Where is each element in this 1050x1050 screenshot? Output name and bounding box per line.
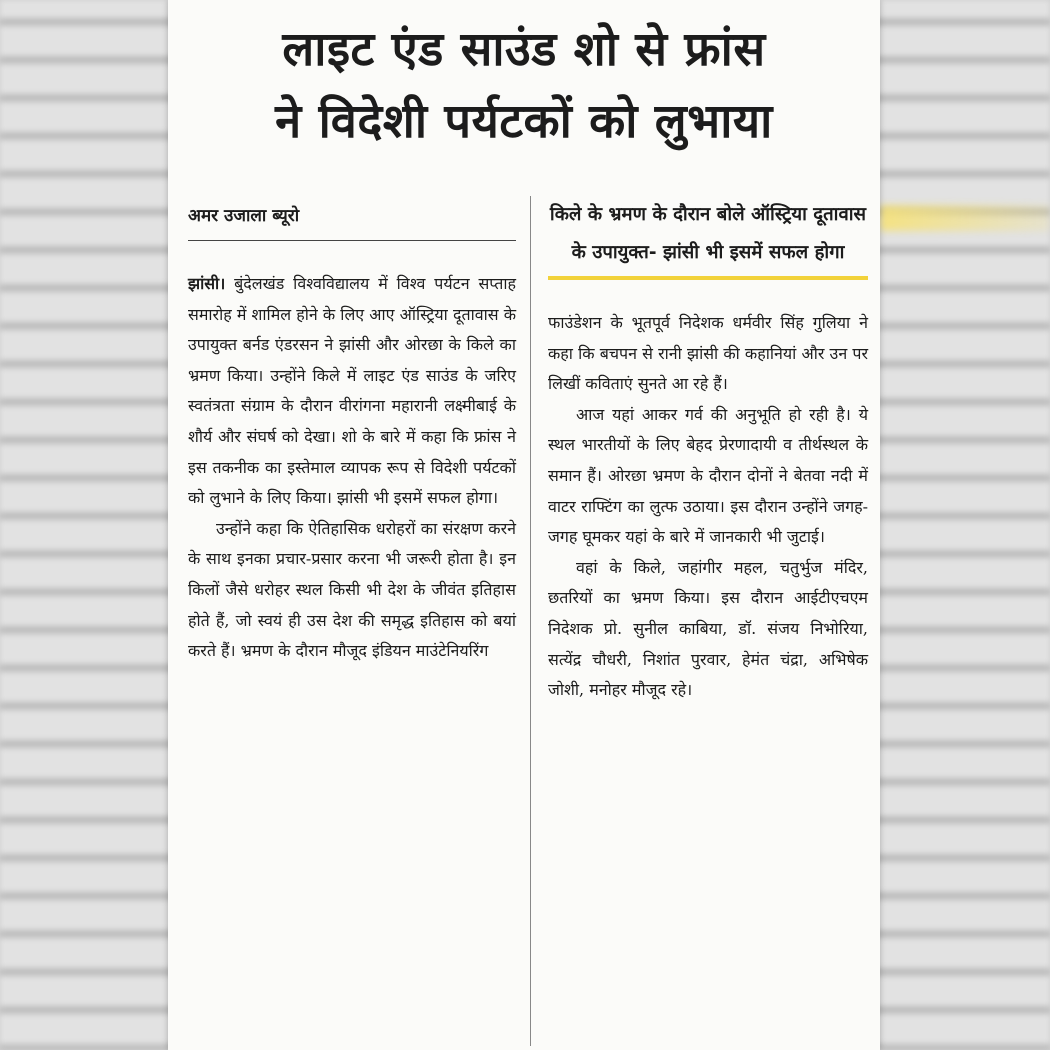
dateline: झांसी। [188, 274, 226, 293]
paragraph: वहां के किले, जहांगीर महल, चतुर्भुज मंदिर, छतरियों का भ्रमण किया। इस दौरान आईटीएचएम निदेशक प्रो. सुनील काबिया, डॉ. संजय निभोरिया, सत्येंद्र चौधरी, निशांत पुरवार, हेमंत चंद्रा, अभिषेक जोशी, मनोहर मौजूद रहे। [548, 557, 868, 700]
subheading: किले के भ्रमण के दौरान बोले ऑस्ट्रिया दूतावास के उपायुक्त- झांसी भी इसमें सफल होगा [549, 204, 867, 263]
headline [168, 14, 880, 158]
paragraph [188, 269, 516, 514]
headline-line-2: ने विदेशी पर्यटकों को लुभाया [275, 94, 773, 149]
paragraph-text: बुंदेलखंड विश्वविद्यालय में विश्व पर्यटन सप्ताह समारोह में शामिल होने के लिए आए ऑस्ट्रिया दूतावास के उपायुक्त बर्नड एंडरसन ने झांसी और ओरछा के किले का भ्रमण किया। उन्होंने किले में लाइट एंड साउंड के जरिए स्वतंत्रता संग्राम के दौरान वीरांगना महारानी लक्ष्मीबाई के शौर्य और संघर्ष को देखा। शो के बारे में कहा कि फ्रांस ने इस तकनीक का इस्तेमाल व्यापक रूप से विदेशी पर्यटकों को लुभाने के लिए किया। झांसी भी इसमें सफल होगा। [188, 274, 516, 508]
blurred-highlight [880, 205, 1050, 231]
subheading-underline [548, 276, 868, 280]
paragraph: आज यहां आकर गर्व की अनुभूति हो रही है। ये स्थल भारतीयों के लिए बेहद प्रेरणादायी व तीर्थस्थल के समान हैं। ओरछा भ्रमण के दौरान दोनों ने बेतवा नदी में वाटर राफ्टिंग का लुत्फ उठाया। इस दौरान उन्होंने जगह-जगह घूमकर यहां के बारे में जानकारी भी जुटाई। [548, 404, 868, 547]
column-divider [530, 196, 531, 1046]
paragraph: उन्होंने कहा कि ऐतिहासिक धरोहरों का संरक्षण करने के साथ इनका प्रचार-प्रसार करना भी जरूरी होता है। इन किलों जैसे धरोहर स्थल किसी भी देश के जीवंत इतिहास होते हैं, जो स्वयं ही उस देश की समृद्ध इतिहास को बयां करते हैं। भ्रमण के दौरान मौजूद इंडियन माउंटेनियरिंग [188, 518, 516, 661]
headline-line-1: लाइट एंड साउंड शो से फ्रांस [282, 22, 766, 77]
newspaper-clipping [168, 0, 880, 1050]
paragraph: फाउंडेशन के भूतपूर्व निदेशक धर्मवीर सिंह गुलिया ने कहा कि बचपन से रानी झांसी की कहानियां और उन पर लिखीं कविताएं सुनते आ रहे हैं। [548, 313, 868, 394]
right-column [548, 196, 868, 706]
left-column [188, 196, 516, 667]
blurred-background-right [875, 0, 1050, 1050]
byline: अमर उजाला ब्यूरो [188, 196, 516, 241]
blurred-background-left [0, 0, 175, 1050]
